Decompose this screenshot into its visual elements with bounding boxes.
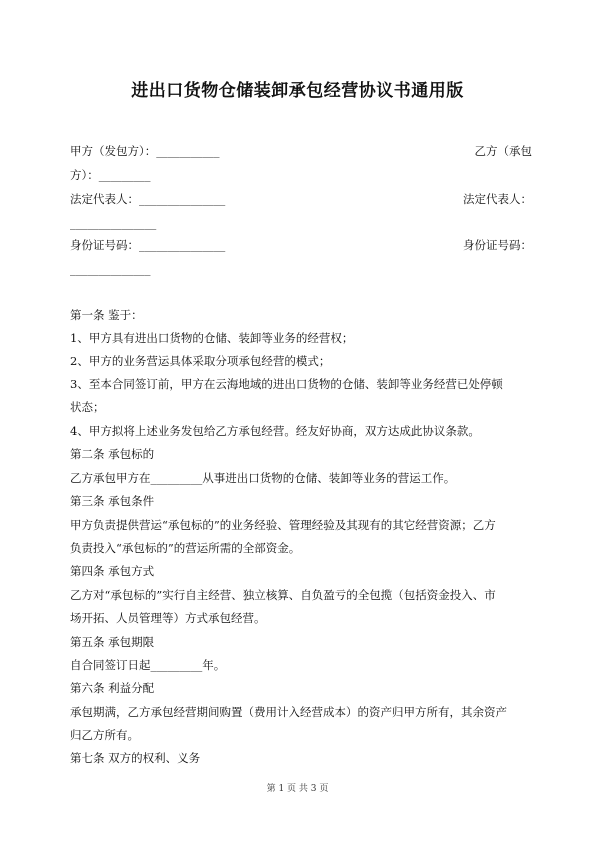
article-6-heading: 第六条 利益分配	[70, 681, 155, 695]
article-2-heading: 第二条 承包标的	[70, 447, 155, 461]
article-1-heading: 第一条 鉴于：	[70, 308, 143, 322]
body-line: 场开拓、人员管理等）方式承包经营。	[70, 611, 266, 625]
body-line: 乙方对“承包标的”实行自主经营、独立核算、自负盈亏的全包揽（包括资金投入、市	[70, 588, 496, 602]
id-number-b-blank: ______________	[70, 262, 151, 276]
body-line: 状态；	[70, 400, 105, 414]
party-a-label: 甲方（发包方）：___________	[70, 144, 220, 158]
party-b-continuation: 方）：_________	[70, 168, 151, 182]
body-line: 1、甲方具有进出口货物的仓储、装卸等业务的经营权；	[70, 331, 354, 345]
page-number: 第 1 页 共 3 页	[266, 784, 329, 794]
article-7-heading: 第七条 双方的权利、义务	[70, 751, 201, 765]
body-line: 乙方承包甲方在_________从事进出口货物的仓储、装卸等业务的营运工作。	[70, 471, 456, 485]
article-3-heading: 第三条 承包条件	[70, 494, 155, 508]
id-number-b: 身份证号码：	[463, 238, 532, 252]
id-number-a: 身份证号码：_______________	[70, 238, 226, 252]
body-line: 4、甲方拟将上述业务发包给乙方承包经营。经友好协商，双方达成此协议条款。	[70, 424, 480, 438]
body-line: 自合同签订日起_________年。	[70, 658, 226, 672]
article-4-heading: 第四条 承包方式	[70, 564, 155, 578]
legal-rep-b-blank: _______________	[70, 216, 157, 230]
legal-rep-a: 法定代表人：_______________	[70, 192, 226, 206]
party-b-label: 乙方（承包	[474, 144, 532, 158]
body-line: 甲方负责提供营运“承包标的”的业务经验、管理经验及其现有的其它经营资源；乙方	[70, 518, 496, 532]
body-line: 负责投入“承包标的”的营运所需的全部资金。	[70, 541, 301, 555]
legal-rep-b: 法定代表人：	[463, 192, 532, 206]
body-line: 归乙方所有。	[70, 728, 139, 742]
body-line: 3、至本合同签订前，甲方在云海地域的进出口货物的仓储、装卸等业务经营已处停顿	[70, 377, 503, 391]
article-5-heading: 第五条 承包期限	[70, 635, 155, 649]
body-line: 承包期满，乙方承包经营期间购置（费用计入经营成本）的资产归甲方所有，其余资产	[70, 705, 507, 719]
body-line: 2、甲方的业务营运具体采取分项承包经营的模式；	[70, 354, 331, 368]
document-title: 进出口货物仓储装卸承包经营协议书通用版	[131, 81, 464, 101]
